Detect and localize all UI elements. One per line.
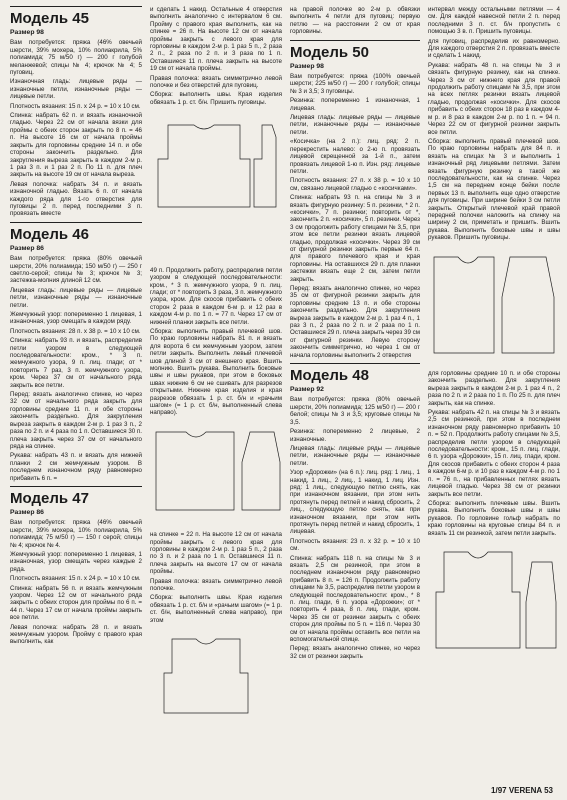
column-2 xyxy=(150,6,282,723)
model-50-cont-1: интервал между остальными петлями — 4 см. Для каждой навесной петли 2 п. перед последними 3 п. ст. б/н пропустить с помощью 3 в. п. Пришить пуговицы. xyxy=(428,6,560,36)
model-46-materials: Вам потребуется: пряжа (80% овечьей шерсти, 20% полиамида; 150 м/50 г) — 250 г светло-серой; спицы № 3; крючок № 3; застежка-молния длиной 12 см. xyxy=(10,255,142,285)
column-3 xyxy=(290,6,420,662)
model-46-stitch-1: Лицевая гладь: лицевые ряды — лицевые петли, изнаночные ряды — изнаночные петли. xyxy=(10,286,142,309)
model-50-stitch: Лицевая гладь: лицевые ряды — лицевые петли, изнаночные ряды — изнаночные петли. xyxy=(290,114,420,136)
model-48-pattern: Узор «Дорожки» (на 6 п.): лиц. ряд: 1 лиц., 1 накид, 1 лиц., 2 лиц., 1 накид, 1 лиц. Изн. ряд: 1 лиц., следующую петлю снять, как при изнаночном вязании, при этом нить протянуть перед петлей и накид сбросить, 2 лиц., следующую петлю снять, как при изнаночном вязании, при этом нить протянуть перед петлей и накид сбросить, 1 лицевая. xyxy=(290,469,420,536)
model-48-assembly: Сборка: выполнить плечевые швы. Вшить рукава. Выполнить боковые швы и швы рукавов. По горловине гольф набрать по краю горловины на круговые спицы 84 п. и вязать 11 см резинкой, затем петли закрыть. xyxy=(428,499,560,537)
model-50-size: Размер 98 xyxy=(290,62,324,70)
model-47-size: Размер 86 xyxy=(10,508,44,516)
model-45-cont: и сделать 1 накид. Остальные 4 отверстия выполнить аналогично с интервалом 6 см. Пройму с правого края выполнить, как на спинке = 26 п. На высоте 12 см от начала проймы закрыть с левого края для горловины в каждом 2-м р. 1 раз 5 п., 2 раза 2 п., 2 раза по 2 п. и 3 раза по 1 п. Оставшиеся 11 п. плеча закрыть на высоте 19 см от начала проймы. xyxy=(150,6,282,73)
model-45-back: Спинка: набрать 62 п. и вязать изнаночной гладью. Через 22 см от начала вязки для проймы с обеих сторон закрыть по 8 п. = 46 п. На высоте 16 см от начала проймы закрыть для горловины средние 14 п. и обе стороны закончить раздельно. Для закругления выреза закрыть в каждом 2-м р. 1 раз 3 п. и 1 раз 2 п. По 11 п. для плеч закрыть на высоте 19 см от начала выреза. xyxy=(10,112,142,179)
model-48-size: Размер 92 xyxy=(290,386,324,394)
model-47-assembly: Сборка: выполнить швы. Края изделия обвязать 1 р. ст. б/н и «рачьим шагом» (= 1 р. ст. б/н, выполненный слева направо), при этом xyxy=(150,594,282,624)
model-45-materials: Вам потребуется: пряжа (46% овечьей шерсти, 39% мохера, 10% полиакрила, 5% полиамида; 75 м/50 г) — 200 г голубой меланжевой; спицы № 4; крючок № 4; 5 пуговиц. xyxy=(10,39,142,77)
model-48-stitch: Лицевая гладь: лицевые ряды — лицевые петли, изнаночные ряды — изнаночные петли. xyxy=(290,444,420,467)
column-1 xyxy=(10,6,142,648)
model-46-sleeves: Рукава: набрать 43 п. и вязать для нижней планки 2 см жемчужным узором. В последнем изнаночном ряду равномерно прибавить 6 п. = xyxy=(10,452,142,482)
model-46-gauge: Плотность вязания: 28 п. х 38 р. = 10 х 10 см. xyxy=(10,327,141,335)
model-48-sleeves: Рукава: набрать 42 п. на спицы № 3 и вязать 2,5 см резинкой, при этом в последнем изнаночном ряду равномерно прибавить 10 п. = 52 п. Продолжить работу спицами № 3,5, распределив петли узором в следующей последовательности: кром., 15 п. лиц. глади, 6 п. узора «Дорожки», 15 п. лиц. глади, кром. Для скосов прибавить с обеих сторон 4 раза в каждом 6-м р. и 10 раз в каждом 4-м р. по 1 п. = 76 п., на прибавленных петлях вязать лицевой гладью. Через 38 см от резинки закрыть все петли. xyxy=(428,409,560,498)
model-48-gauge: Плотность вязания: 23 п. х 32 р. = 10 х 10 см. xyxy=(290,537,420,553)
model-46-front: Перед: вязать аналогично спинке, но через 32 см от начального ряда закрыть для горловины средние 11 п. и обе стороны закончить раздельно. Для закругления выреза закрыть в каждом 2-м р. 1 раз 3 п., 2 раза по 2 п. и 4 раза по 1 п. Оставшиеся 30 п. плеча закрыть через 37 см от начального ряда на спинке. xyxy=(10,391,142,450)
model-50-back: Спинка: набрать 93 п. на спицы № 3 и вязать фигурную резинку: 5 п. резинки, * 2 п. «косички», 7 п. резинки; повторить от *, закончить 2 п. «косички», 5 п. резинки. Через 3 см продолжить работу спицами № 3,5, при этом все петли резинки вязать лицевой гладью, продолжая «косички». Через 39 см от фигурной резинки закрыть первые 64 п. для правого плечевого края и края горловины. На оставшихся 29 п. для планки застежки вязать еще 2 см, затем петли закрыть. xyxy=(290,194,420,283)
model-47-cont: на спинке = 22 п. На высоте 12 см от начала проймы закрыть с левого края для горловины в каждом 2-м р. 1 раз 5 п., 2 раза по 3 п. и 2 раза по 1 п. Оставшиеся 11 п. плеча закрыть на высоте 17 см от начала проймы. xyxy=(150,531,282,576)
model-45-stitch: Изнаночная гладь: лицевые ряды — изнаночные петли, изнаночные ряды — лицевые петли. xyxy=(10,78,142,101)
model-50-cable: «Косичка» (на 2 п.): лиц. ряд: 2 п. перекрестить налево: о 2-ю п. провязать лицевой скрещенной за 1-й п., затем провязать лицевой 1-ю п. Изн. ряд: лицевые петли. xyxy=(290,138,420,175)
model-45-right-front: Правая полочка: вязать симметрично левой полочке и без отверстий для пуговиц. xyxy=(150,74,282,90)
model-47-stitch: Жемчужный узор: попеременно 1 лицевая, 1 изнаночная, узор смещать через каждые 2 ряда. xyxy=(10,550,142,573)
model-46-title: Модель 46 xyxy=(10,225,89,243)
model-48-pattern-diagram xyxy=(428,542,560,652)
model-50-assembly: Сборка: выполнить правый плечевой шов. По краю горловины набрать для 84 п. и вязать на спицах № 3 и выполнить 1 изнаночный ряд лицевыми петлями. Затем вязать фигурную резинку в такой же последовательности, как на спинке. Через 1,5 см на переднем конце бейки после первых 13 п. выполнить еще одно отверстие для пуговицы. При ширине бейки 3 см петли закрыть. Открытый плечевой край правой передней полочки наложить на спинку на ширину 2 см, приметать и пришить. Вшить рукава. Выполнить боковые швы и швы рукавов. Пришить пуговицы. xyxy=(428,137,560,242)
model-46-pattern-diagram xyxy=(150,422,282,514)
model-47-back: Спинка: набрать 56 п. и вязать жемчужным узором. Через 12 см от начального ряда закрыть с обеих сторон для проймы по 6 п. = 44 п. Через 17 см от начала проймы закрыть все петли. xyxy=(10,584,142,622)
model-46-size: Размер 86 xyxy=(10,244,44,252)
page-footer: 1/97 VERENA 53 xyxy=(491,785,553,795)
model-46-sleeves-cont: 49 п. Продолжить работу, распределив петли узором в следующей последовательности: кром., * 3 п. жемчужного узора, 9 п. лиц. глади; от * повторить 3 раза, 3 п. жемчужного узора, кром. Для скосов прибавить с обеих сторон 2 раза в каждом 6-м р. и 12 раз в каждом 4-м р. по 1 п. = 77 п. Через 17 см от нижней планки закрыть все петли. xyxy=(150,266,282,326)
model-47-materials: Вам потребуется: пряжа (46% овечьей шерсти, 39% мохера, 10% полиакрила, 5% полиамида; 75 м/50 г) — 150 г серой; спицы № 4; крючок № 4. xyxy=(10,519,142,549)
model-46-assembly: Сборка: выполнить правый плечевой шов. По краю горловины набрать 81 п. и вязать для ворота 6 см жемчужным узором, затем петли закрыть. Выполнить левый плечевой шов длиной 3 см от внешнего края. Вшить молнию. Вшить рукава. Выполнить боковые швы и швы рукавов, при этом в боковых швах нижние 6 см не сшивать для разрезов открытыми. Нижние края изделия и края разрезов обвязать 1 р. ст. б/н и «рачьим шагом» (= 1 р. ст. б/н, выполненный слева направо). xyxy=(150,327,282,417)
model-50-materials: Вам потребуется: пряжа (100% овечьей шерсти; 225 м/50 г) — 200 г голубой; спицы № 3 и 3,5; 3 пуговицы. xyxy=(290,73,420,95)
model-50-pattern-diagram xyxy=(428,247,560,359)
model-48-cont: для горловины средние 10 п. и обе стороны закончить раздельно. Для закругления выреза закрыть в каждом 2-м р. 1 раз 4 п., 2 раза по 2 п. и 2 раза по 1 п. По 25 п. для плеч закрыть, как на спинке. xyxy=(428,370,560,407)
model-50-title: Модель 50 xyxy=(290,43,369,61)
model-50-rib: Резинка: попеременно 1 изнаночная, 1 лицевая. xyxy=(290,97,420,112)
model-47-pattern-diagram xyxy=(150,629,282,717)
model-50-gauge: Плотность вязания: 27 п. х 38 р. = 10 х 10 см, связано лицевой гладью с «косичками». xyxy=(290,177,420,192)
model-47-right-front: Правая полочка: вязать симметрично левой полочке. xyxy=(150,577,282,593)
model-45-pattern-diagram xyxy=(150,111,282,211)
model-47-title: Модель 47 xyxy=(10,489,89,507)
model-45-gauge: Плотность вязания: 15 п. х 24 р. = 10 х 10 см. xyxy=(10,102,141,110)
model-46-back: Спинка: набрать 93 п. и вязать, распределив петли узором в следующей последовательности: кром., * 3 п. жемчужного узора, 9 п. лиц. глади; от * повторить 7 раз, 3 п. жемчужного узора, кром. Через 37 см от начального ряда закрыть все петли. xyxy=(10,337,142,389)
model-48-materials: Вам потребуется: пряжа (80% овечьей шерсти, 20% полиамида; 125 м/50 г) — 200 г белой; спицы № 3 и 3,5; круговые спицы № 3,5. xyxy=(290,396,420,426)
model-48-front: Перед: вязать аналогично спинке, но через 32 см от резинки закрыть xyxy=(290,645,420,660)
model-50-front: Перед: вязать аналогично спинке, но через 35 см от фигурной резинки закрыть для горловины средние 13 п. и обе стороны закончить раздельно. Для закругления выреза закрыть в каждом 2-м р. 1 раз 4 п., 1 раз 3 п., 2 раза по 2 п. и 2 раза по 1 п. Оставшиеся 29 п. плеча закрыть через 39 см от фигурной резинки. Левую сторону закончить симметрично, но через 1 см от начала горловины выполнить 2 отверстия xyxy=(290,285,420,359)
column-4 xyxy=(428,6,560,657)
model-45-size: Размер 98 xyxy=(10,29,44,36)
model-45-assembly: Сборка: выполнить швы. Края изделия обвязать 1 р. ст. б/н. Пришить пуговицы. xyxy=(150,91,282,106)
model-48-back: Спинка: набрать 118 п. на спицы № 3 и вязать 2,5 см резинкой, при этом в последнем изнаночном ряду равномерно прибавить 8 п. = 126 п. Продолжить работу спицами № 3,5, распределив петли узором в следующей последовательности: кром., * 8 п. лиц. глади, 6 п. узора «Дорожки»; от * повторить 4 раза, 8 п. лиц. глади, кром. Через 35 см от резинки закрыть с обеих сторон для проймы по 5 п. = 116 п. Через 30 см от начала проймы оставить все петли на вспомогательной спице. xyxy=(290,554,420,644)
model-48-rib: Резинка: попеременно 2 лицевые, 2 изнаночные. xyxy=(290,428,420,443)
model-48-title: Модель 48 xyxy=(290,367,369,385)
model-46-stitch-2: Жемчужный узор: попеременно 1 лицевая, 1 изнаночная, узор смещать в каждом ряду. xyxy=(10,311,142,326)
model-47-gauge: Плотность вязания: 15 п. х 24 р. = 10 х 10 см. xyxy=(10,575,141,583)
model-45-title: Модель 45 xyxy=(10,10,89,27)
model-45-left-front: Левая полочка: набрать 34 п. и вязать изнаночной гладью. Вязать 6 п. от начала каждого ряда для 1-го отверстия для пуговицы 2 п. перед последними 3 п. провязать вместе xyxy=(10,180,142,218)
model-50-sleeves: Рукава: набрать 48 п. на спицы № 3 и связать фигурную резинку, как на спинке. Через 3 см от нижнего края для правой продолжить работу спицами № 3,5, при этом на всех петлях резинки вязать лицевой гладью, продолжая «косички». Для скосов прибавить с обеих сторон 18 раз в каждом 4-м р. и 8 раз в каждом 2-м р. по 1 п. = 94 п. Через 22 см от фигурной резинки закрыть все петли. xyxy=(428,61,560,136)
model-50-cont-2: для пуговиц, распределив их равномерно. Для каждого отверстия 2 п. провязать вместе и сделать 1 накид. xyxy=(428,37,560,60)
model-50-intro: на правой полочке во 2-м р. обвязки выполнить 4 петли для пуговиц: первую петлю — на расстоянии 2 см от края горловины. xyxy=(290,6,420,36)
model-47-left-front: Левая полочка: набрать 28 п. и вязать жемчужным узором. Пройму с правого края выполнить, как xyxy=(10,623,142,646)
